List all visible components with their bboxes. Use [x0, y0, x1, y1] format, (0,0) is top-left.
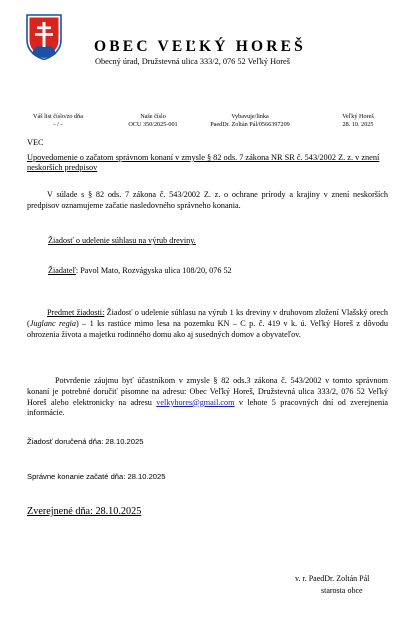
participation-text-1: Potvrdenie záujmu byť účastníkom v zmysle § 82 ods.3 zákona č. 543/2002 v tomto správnom konaní je potrebné doručiť písomne na adresu: Obec Veľký Horeš, Družstevná ulica 333/2, 076 52 Veľký Horeš alebo elektronicky na adresu [27, 376, 388, 407]
request-heading: Žiadosť o udelenie súhlasu na výrub dreviny. [48, 236, 196, 245]
place-label: Veľký Horeš [342, 113, 374, 120]
your-letter-value: - / - [53, 121, 63, 128]
handled-by-label: Vybavuje/linka [231, 113, 269, 120]
subject-heading: VEC [27, 138, 44, 147]
proceeding-start-date: Správne konanie začaté dňa: 28.10.2025 [27, 472, 166, 481]
email-link[interactable]: velkyhores@gmail.com [156, 397, 235, 407]
our-number-value: OCU 350/2025-001 [128, 121, 178, 128]
intro-paragraph: V súlade s § 82 ods. 7 zákona č. 543/2002 Z. z. o ochrane prírody a krajiny v znení neskorších predpisov oznamujeme začatie nasledovného správneho konania. [27, 190, 388, 210]
signature-role: starosta obce [321, 586, 363, 595]
signature-name: v. r. PaedDr. Zoltán Pál [295, 574, 370, 583]
request-subject-text-1: Žiadosť o udelenie súhlasu na výrub 1 ks dreviny v druhovom zložení Vlašský orech ( [27, 308, 388, 328]
request-subject-text-2: ) – 1 ks rastúce mimo lesa na pozemku KN – C p. č. 419 v k. ú. Veľký Horeš z dôvodu ohrozenia života a majetku rodinného domu ako aj susedných domov a obyvateľov. [27, 318, 388, 339]
received-date: Žiadosť doručená dňa: 28.10.2025 [27, 437, 144, 446]
our-number-label: Naše číslo [140, 113, 166, 120]
latin-name: Juglanc regia [29, 318, 77, 328]
coat-of-arms-icon [26, 14, 62, 60]
request-subject-paragraph [27, 308, 388, 340]
participation-text-2: v lehote 5 pracovných dní od zverejnenia informácie. [27, 397, 388, 418]
handled-by-value: PaedDr. Zoltán Pál/0566397209 [210, 121, 290, 128]
published-date: Zverejnené dňa: 28.10.2025 [27, 506, 142, 517]
letter-subject: Upovedomenie o začatom správnom konaní v zmysle § 82 ods. 7 zákona NR SR č. 543/2002 Z. z. v znení neskorších predpisov [27, 153, 380, 172]
applicant-label: Žiadateľ [48, 266, 76, 275]
your-letter-label: Váš list číslo/zo dňa [32, 113, 83, 120]
participation-paragraph [27, 376, 388, 419]
office-address: Obecný úrad, Družstevná ulica 333/2, 076 52 Veľký Horeš [95, 57, 290, 66]
request-subject-label: Predmet žiadosti: [47, 308, 105, 317]
applicant-value: : Pavol Mato, Rozvágyska ulica 108/20, 076 52 [75, 266, 232, 275]
date-value: 28. 10. 2025 [342, 121, 374, 128]
municipality-title: OBEC VEĽKÝ HOREŠ [94, 38, 306, 55]
applicant-line [48, 266, 232, 275]
